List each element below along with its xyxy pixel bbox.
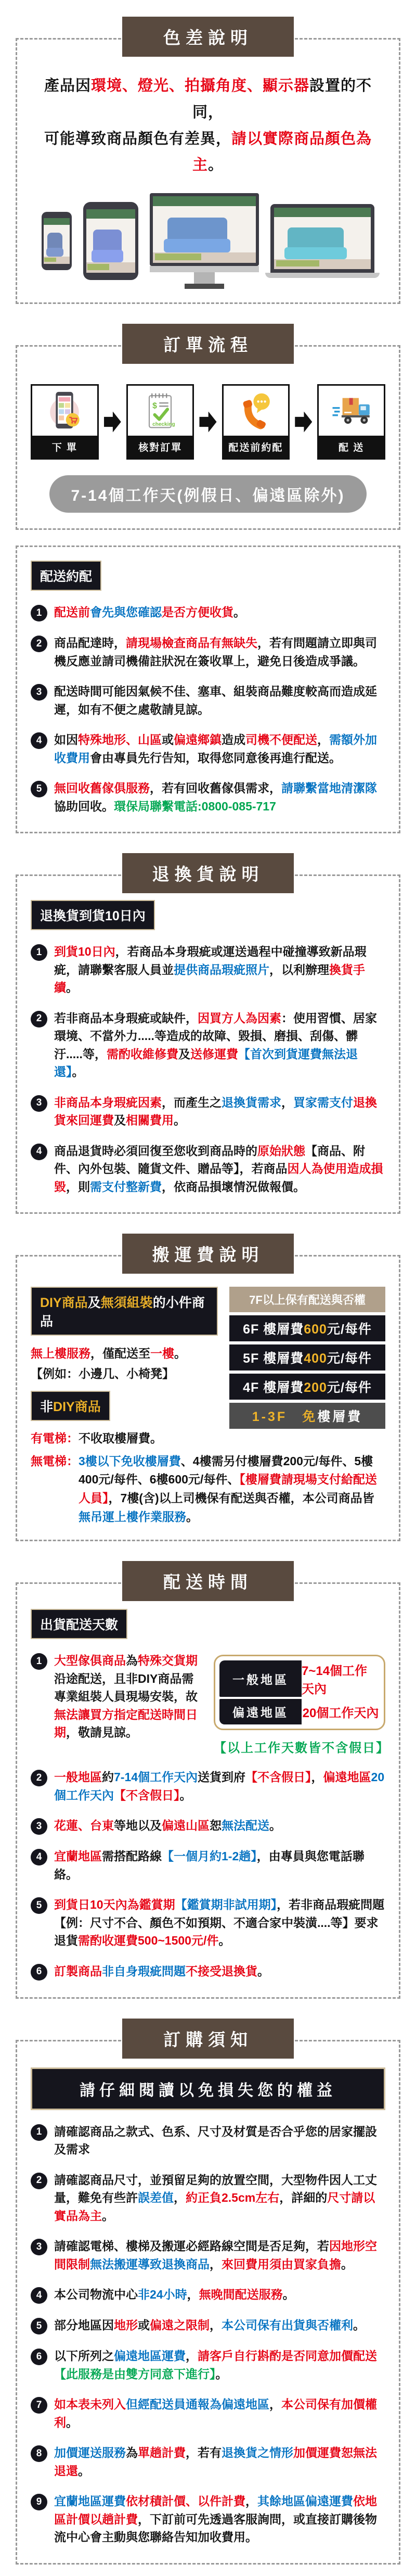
item-number: 6 <box>31 2349 47 2365</box>
item-text: 部分地區因地形或偏遠之限制，本公司保有出貨與否權利。 <box>54 2318 365 2332</box>
list-item <box>31 634 385 670</box>
item-number: 2 <box>31 1011 47 1027</box>
moving-fee-columns <box>31 1287 385 1448</box>
section-title-returns: 退換貨說明 <box>122 853 294 893</box>
list-item <box>31 1142 385 1196</box>
device-mockups <box>31 193 385 289</box>
item-number: 3 <box>31 1818 47 1835</box>
item-text: 商品退貨時必須回復至您收到商品時的原始狀態【商品、附件、內外包裝、隨貨文件、贈品等】，若商品因人為使用造成損毀，則需支付整新費，依商品損壞情況做報價。 <box>54 1144 383 1194</box>
list-item <box>31 2444 385 2480</box>
region-days-panel <box>214 1655 389 1756</box>
item-number: 5 <box>31 2318 47 2334</box>
diy-no-upstairs-line: 無上樓服務，僅配送至一樓。 <box>31 1347 186 1360</box>
item-text: 請確認商品尺寸，並預留足夠的放置空間，大型物件因人工丈量，難免有些許誤差值，約正負2.5cm左右，詳細的尺寸請以實品為主。 <box>54 2173 377 2223</box>
item-text: 請確認電梯、樓梯及搬運必經路線空間是否足夠，若因地形空間限制無法搬運導致退換商品，來回費用須由買家負擔。 <box>54 2239 377 2271</box>
list-item <box>31 943 385 997</box>
svg-text:checking: checking <box>152 421 175 427</box>
checklist-icon <box>128 386 193 436</box>
list-item <box>31 1652 204 1742</box>
section-moving-fee <box>16 1234 400 1541</box>
elevator-text: 不收取樓層費。 <box>79 1431 162 1445</box>
list-item <box>31 779 385 815</box>
color-difference-line2: 可能導致商品顏色有差異，請以實際商品顏色為主。 <box>44 130 372 174</box>
list-item <box>31 2395 385 2431</box>
item-number: 4 <box>31 1144 47 1160</box>
item-text: 加價運送服務為單趟計費，若有退換貨之情形加價運費恕無法退還。 <box>54 2446 377 2478</box>
section-delivery-appointment <box>16 545 400 833</box>
section-order-notes <box>16 2019 400 2565</box>
item-number: 4 <box>31 2287 47 2304</box>
list-item <box>31 2316 385 2334</box>
color-difference-line1: 產品因環境、燈光、拍攝角度、顯示器設置的不同， <box>44 78 372 121</box>
step-check-order <box>126 384 194 460</box>
read-carefully-banner: 請仔細閱讀以免損失您的權益 <box>31 2067 385 2110</box>
item-number: 9 <box>31 2494 47 2510</box>
floor-fee-table <box>229 1287 385 1448</box>
order-flow-box <box>16 345 400 530</box>
list-item <box>31 1896 385 1950</box>
item-text: 大型傢俱商品為特殊交貨期沿途配送，且非DIY商品需專業組裝人員現場安裝，故無法讓買方指定配送時間日期，敬請見諒。 <box>54 1654 198 1740</box>
list-item <box>31 1962 385 1981</box>
floor-fee-row: 1-3F 免樓層費 <box>229 1403 385 1429</box>
list-item <box>31 2347 385 2383</box>
item-number: 2 <box>31 2173 47 2189</box>
step-label-place-order: 下 單 <box>32 436 97 458</box>
item-number: 3 <box>31 2239 47 2255</box>
region-name: 偏遠地區 <box>219 1699 302 1724</box>
item-number: 6 <box>31 1964 47 1981</box>
delivery-time-top <box>31 1639 389 1756</box>
non-diy-products-label: 非DIY商品 <box>31 1391 110 1421</box>
item-text: 非商品本身瑕疵因素，而產生之退換貨需求，買家需支付退換貨來回運費及相關費用。 <box>54 1095 377 1127</box>
item-number: 2 <box>31 1770 47 1786</box>
moving-fee-box <box>16 1255 400 1541</box>
item-text: 訂製商品非自身瑕疵問題不接受退換貨。 <box>54 1964 269 1978</box>
item-number: 2 <box>31 636 47 652</box>
section-title-order-flow: 訂單流程 <box>122 324 294 364</box>
elevator-line <box>31 1429 218 1448</box>
region-name: 一般地區 <box>219 1660 302 1697</box>
item-text: 如本表未列入但經配送員通報為偏遠地區，本公司保有加價權利。 <box>54 2397 377 2429</box>
truck-icon <box>319 386 384 436</box>
item-text: 無回收舊傢俱服務，若有回收舊傢俱需求，請聯繫當地清潔隊協助回收。環保局聯繫電話:0800-085-717 <box>54 781 377 813</box>
step-deliver <box>317 384 385 460</box>
delivery-appointment-label: 配送約配 <box>31 561 101 591</box>
section-title-color-difference: 色差說明 <box>122 17 294 57</box>
floor-fee-table-header: 7F以上保有配送與否權 <box>229 1287 385 1312</box>
item-text: 以下所列之偏遠地區運費，請客戶自行斟酌是否同意加價配送【此服務是由雙方同意下進行】。 <box>54 2349 377 2381</box>
section-title-moving-fee: 搬運費說明 <box>122 1234 294 1274</box>
phone-mockup-image <box>42 212 72 270</box>
floor-fee-row: 4F 樓層費200元/每件 <box>229 1374 385 1400</box>
arrow-right-icon <box>295 412 312 433</box>
step-pre-delivery-call <box>222 384 290 460</box>
list-item <box>31 1817 385 1835</box>
phone-call-icon <box>224 386 289 436</box>
order-flow-steps <box>31 384 385 460</box>
moving-fee-left-column <box>31 1287 218 1448</box>
laptop-mockup-image <box>270 204 374 278</box>
shipping-days-label: 出貨配送天數 <box>31 1609 127 1639</box>
arrow-right-icon <box>199 412 216 433</box>
item-text: 一般地區約7-14個工作天內送貨到府【不含假日】，偏遠地區20個工作天內【不含假日】。 <box>54 1770 385 1802</box>
list-item <box>31 2237 385 2273</box>
item-text: 花蓮、台東等地以及偏遠山區恕無法配送。 <box>54 1819 281 1833</box>
section-title-delivery-time: 配送時間 <box>122 1561 294 1601</box>
section-title-order-notes: 訂購須知 <box>122 2019 294 2059</box>
list-item <box>31 2171 385 2225</box>
list-item <box>31 2286 385 2304</box>
item-number: 1 <box>31 1653 47 1670</box>
section-color-difference <box>16 17 400 304</box>
list-item <box>31 731 385 767</box>
step-label-pre-delivery-call: 配送前約配 <box>224 436 289 458</box>
floor-fee-row: 5F 樓層費400元/每件 <box>229 1344 385 1371</box>
region-days: 20個工作天內 <box>302 1706 379 1721</box>
item-number: 3 <box>31 1095 47 1112</box>
list-item <box>31 1094 385 1130</box>
item-text: 到貨10日內，若商品本身瑕疵或運送過程中碰撞導致新品瑕疵，請聯繫客服人員並提供商品瑕疵照片，以利辦理換貨手續。 <box>54 945 367 994</box>
monitor-mockup-image <box>150 193 259 289</box>
item-number: 8 <box>31 2445 47 2462</box>
delivery-time-item1-wrap <box>31 1639 204 1754</box>
region-row <box>219 1699 380 1724</box>
delivery-appointment-box <box>16 545 400 833</box>
section-order-flow <box>16 324 400 530</box>
list-item <box>31 1847 385 1883</box>
delivery-time-box <box>16 1582 400 1999</box>
color-difference-box <box>16 38 400 304</box>
item-text: 到貨日10天內為鑑賞期【鑑賞期非試用期】，若非商品瑕疵問題【例：尺寸不合、顏色不如預期、不適合家中裝潢....等】要求退貨需酌收運費500~1500元/件。 <box>54 1898 385 1948</box>
item-text: 如因特殊地形、山區或偏遠鄉鎮造成司機不便配送，需額外加收費用會由專員先行告知，取得您同意後再進行配送。 <box>54 733 377 765</box>
no-elevator-line <box>31 1452 385 1527</box>
order-notes-box <box>16 2040 400 2565</box>
item-text: 請確認商品之款式、色系、尺寸及材質是否合乎您的居家擺設及需求 <box>54 2124 377 2156</box>
item-number: 4 <box>31 732 47 749</box>
item-text: 配送前會先與您確認是否方便收貨。 <box>54 605 245 619</box>
list-item <box>31 603 385 621</box>
item-number: 3 <box>31 684 47 701</box>
list-item <box>31 1768 385 1804</box>
step-label-deliver: 配 送 <box>319 436 384 458</box>
step-place-order <box>31 384 99 460</box>
section-returns <box>16 853 400 1214</box>
list-item <box>31 682 385 718</box>
floor-fee-row: 6F 樓層費600元/每件 <box>229 1315 385 1341</box>
no-elevator-text: 3樓以下免收樓層費、4樓需另付樓層費200元/每件、5樓400元/每件、6樓600元/每件、【樓層費請現場支付給配送人員】，7樓(含)以上司機保有配送與否權，本公司商品皆無吊運上樓作業服務。 <box>79 1454 377 1524</box>
list-item <box>31 1009 385 1081</box>
item-number: 5 <box>31 781 47 797</box>
item-number: 4 <box>31 1849 47 1866</box>
item-text: 商品配達時，請現場檢查商品有無缺失，若有問題請立即與司機反應並請司機備註狀況在簽收單上，避免日後造成爭議。 <box>54 636 377 668</box>
section-delivery-time <box>16 1561 400 1999</box>
diy-example-note: 【例如：小邊几、小椅凳】 <box>31 1367 174 1380</box>
item-text: 配送時間可能因氣候不佳、塞車、組裝商品難度較高而造成延遲，如有不便之處敬請見諒。 <box>54 684 377 716</box>
svg-text:$: $ <box>152 401 157 411</box>
returns-period-label: 退換貨到貨10日內 <box>31 900 155 930</box>
phone-cart-icon <box>32 386 97 436</box>
region-days-table <box>214 1655 385 1730</box>
no-elevator-prefix: 無電梯： <box>31 1454 79 1468</box>
item-number: 1 <box>31 2124 47 2141</box>
item-number: 1 <box>31 944 47 961</box>
item-number: 1 <box>31 605 47 621</box>
list-item <box>31 2492 385 2546</box>
item-text: 本公司物流中心非24小時，無晚間配送服務。 <box>54 2288 295 2302</box>
list-item <box>31 2123 385 2159</box>
arrow-right-icon <box>104 412 121 433</box>
item-text: 若非商品本身瑕疵或缺件，因買方人為因素：使用習慣、居家環境、不當外力.....等造成的故障、毀損、磨損、刮傷、髒汙.....等，需酌收維修費及送修運費【首次到貨運費無法退還】。 <box>54 1011 377 1078</box>
returns-box <box>16 874 400 1214</box>
region-row <box>219 1660 380 1697</box>
elevator-prefix: 有電梯： <box>31 1431 79 1445</box>
region-days: 7~14個工作天內 <box>302 1664 368 1697</box>
step-label-check-order: 核對訂單 <box>128 436 193 458</box>
leadtime-pill: 7-14個工作天(例假日、偏遠區除外) <box>49 475 367 513</box>
tablet-mockup-image <box>83 202 138 280</box>
region-days-note: 【以上工作天數皆不含假日】 <box>214 1741 389 1756</box>
item-text: 宜蘭地區需搭配路線【一個月約1-2趟】，由專員與您電話聯絡。 <box>54 1849 365 1881</box>
item-text: 宜蘭地區運費依材積計價、以件計費，其餘地區偏遠運費依地區計價以趟計費，下訂前可先透過客服詢問，或直接訂購後物流中心會主動與您聯絡告知加收費用。 <box>54 2494 377 2544</box>
item-number: 7 <box>31 2397 47 2414</box>
diy-products-label: DIY商品及無須組裝的小件商品 <box>31 1287 218 1336</box>
item-number: 5 <box>31 1897 47 1914</box>
